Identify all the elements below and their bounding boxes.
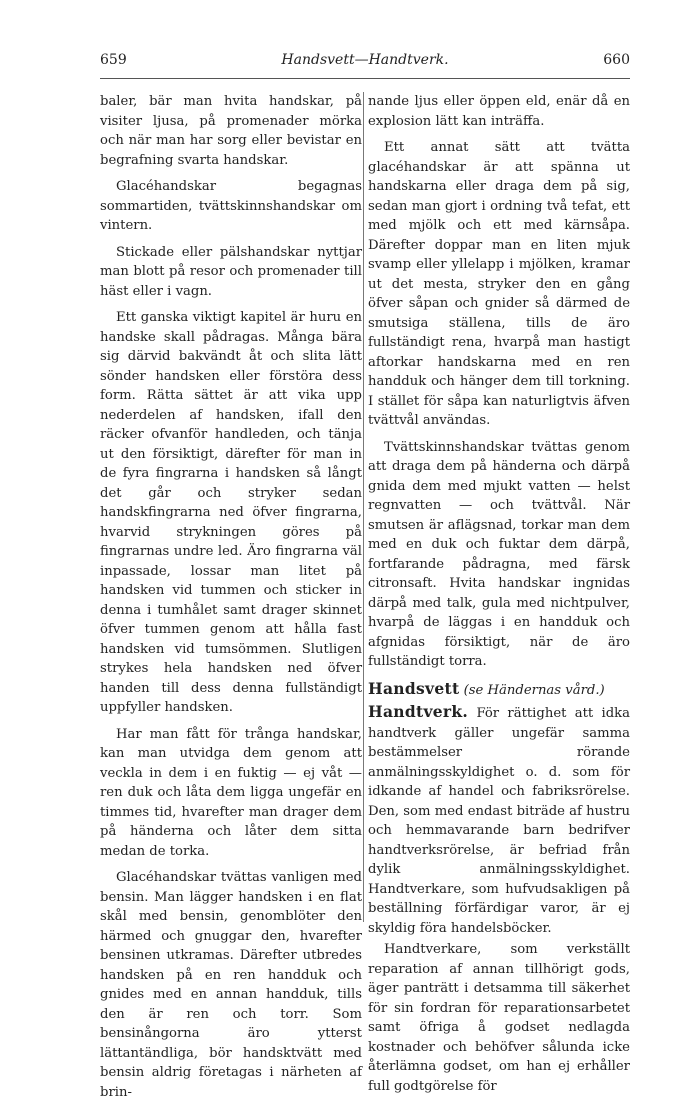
entry-text: För rättighet att idka handtverk gäller ungefär samma bestämmelser rörande anmälningsskyldighet o. d. som för idkande af handel och fabriksrörelse. Den, som med endast biträde af hustru och hemmavarande barn bedrifver handtverksrörelse, är befriad från dylik anmälningsskyldighet. Handtverkare, som hufvudsakligen på beställning förfärdigar varor, är ej skyldig föra handelsböcker.: [368, 706, 630, 936]
paragraph: Ett ganska viktigt kapitel är huru en handske skall pådragas. Många bära sig därvid bakvändt åt och slita lätt sönder handsken eller förstöra dess form. Rätta sättet är att vika upp nederdelen af handsken, ifall den räcker ofvanför handleden, och tänja ut den försiktigt, därefter för man in de fyra fingrarna i handsken så långt det går och stryker sedan handskfingrarna ned öfver fingrarna, hvarvid strykningen göres på fingrarnas undre led. Äro fingrarna väl inpassade, lossar man litet på handsken vid tummen och sticker in denna i tumhålet samt drager skinnet öfver tummen genom att hålla fast handsken vid tumsömmen. Slutligen strykes hela handsken ned öfver handen till dess denna fullständigt uppfyller handsken.: [100, 310, 362, 715]
headword: Handsvett: [368, 678, 460, 698]
paragraph: Handtverkare, som verkställt reparation af annan tillhörigt gods, äger panträtt i detsamma till säkerhet för sin fordran för reparationsarbetet samt öfriga å godset nedlagda kostnader och behöfver sålunda icke återlämna godset, om han ej erhåller full godtgörelse för: [368, 942, 630, 1094]
header-rule: [100, 78, 630, 79]
entry-handtverk: [368, 702, 630, 938]
column-divider: [363, 92, 364, 922]
right-column: [368, 92, 630, 1103]
entry-handsvett: [368, 679, 630, 701]
page-header: [100, 52, 630, 72]
paragraph: Tvättskinnshandskar tvättas genom att draga dem på händerna och därpå gnida dem med mjukt vatten — helst regnvatten — och tvättvål. När smutsen är aflägsnad, torkar man dem med en duk och fuktar dem därpå, fortfarande pådragna, med färsk citronsaft. Hvita handskar ingnidas därpå med talk, gula med nichtpulver, hvarpå de läggas i en handduk och afgnidas försiktigt, när de äro fullständigt torra.: [368, 439, 630, 669]
cross-reference: (se Händernas vård.): [463, 682, 605, 698]
paragraph: Har man fått för trånga handskar, kan man utvidga dem genom att veckla in dem i en fuktig — ej våt — ren duk och låta dem ligga ungefär en timmes tid, hvarefter man drager dem på händerna och låter dem sitta medan de torka.: [100, 726, 362, 859]
paragraph: nande ljus eller öppen eld, enär då en explosion lätt kan inträffa.: [368, 94, 630, 129]
paragraph: Glacéhandskar begagnas sommartiden, tvättskinnshandskar om vintern.: [100, 179, 362, 233]
page-number-right: 660: [603, 52, 630, 68]
left-column: [100, 92, 362, 1109]
page-number-left: 659: [100, 52, 127, 68]
paragraph: Glacéhandskar tvättas vanligen med bensin. Man lägger handsken i en flat skål med bensin, genomblöter den härmed och gnuggar den, hvarefter bensinen utkramas. Därefter utbredes handsken på en ren handduk och gnides med en annan handduk, tills den är ren och torr. Som bensinångorna äro ytterst lättantändliga, bör handsktvätt med bensin aldrig företagas i närheten af brin-: [100, 870, 362, 1100]
running-title: Handsvett—Handtverk.: [281, 52, 449, 68]
paragraph: Ett annat sätt att tvätta glacéhandskar är att spänna ut handskarna eller draga dem på sig, sedan man gjort i ordning två tefat, ett med mjölk och ett med kärnsåpa. Därefter doppar man en liten mjuk svamp eller yllelapp i mjölken, kramar ut det mesta, stryker den en gång öfver såpan och gnider så därmed de smutsiga ställena, tills de äro fullständigt rena, hvarpå man hastigt aftorkar handskarna med en ren handduk och hänger dem till torkning. I stället för såpa kan naturligtvis äfven tvättvål användas.: [368, 140, 630, 428]
headword: Handtverk.: [368, 702, 469, 721]
paragraph: Stickade eller pälshandskar nyttjar man blott på resor och promenader till häst eller i vagn.: [100, 244, 362, 299]
paragraph: baler, bär man hvita handskar, på visiter ljusa, på promenader mörka och när man har sorg eller bevistar en begrafning svarta handskar.: [100, 94, 362, 168]
